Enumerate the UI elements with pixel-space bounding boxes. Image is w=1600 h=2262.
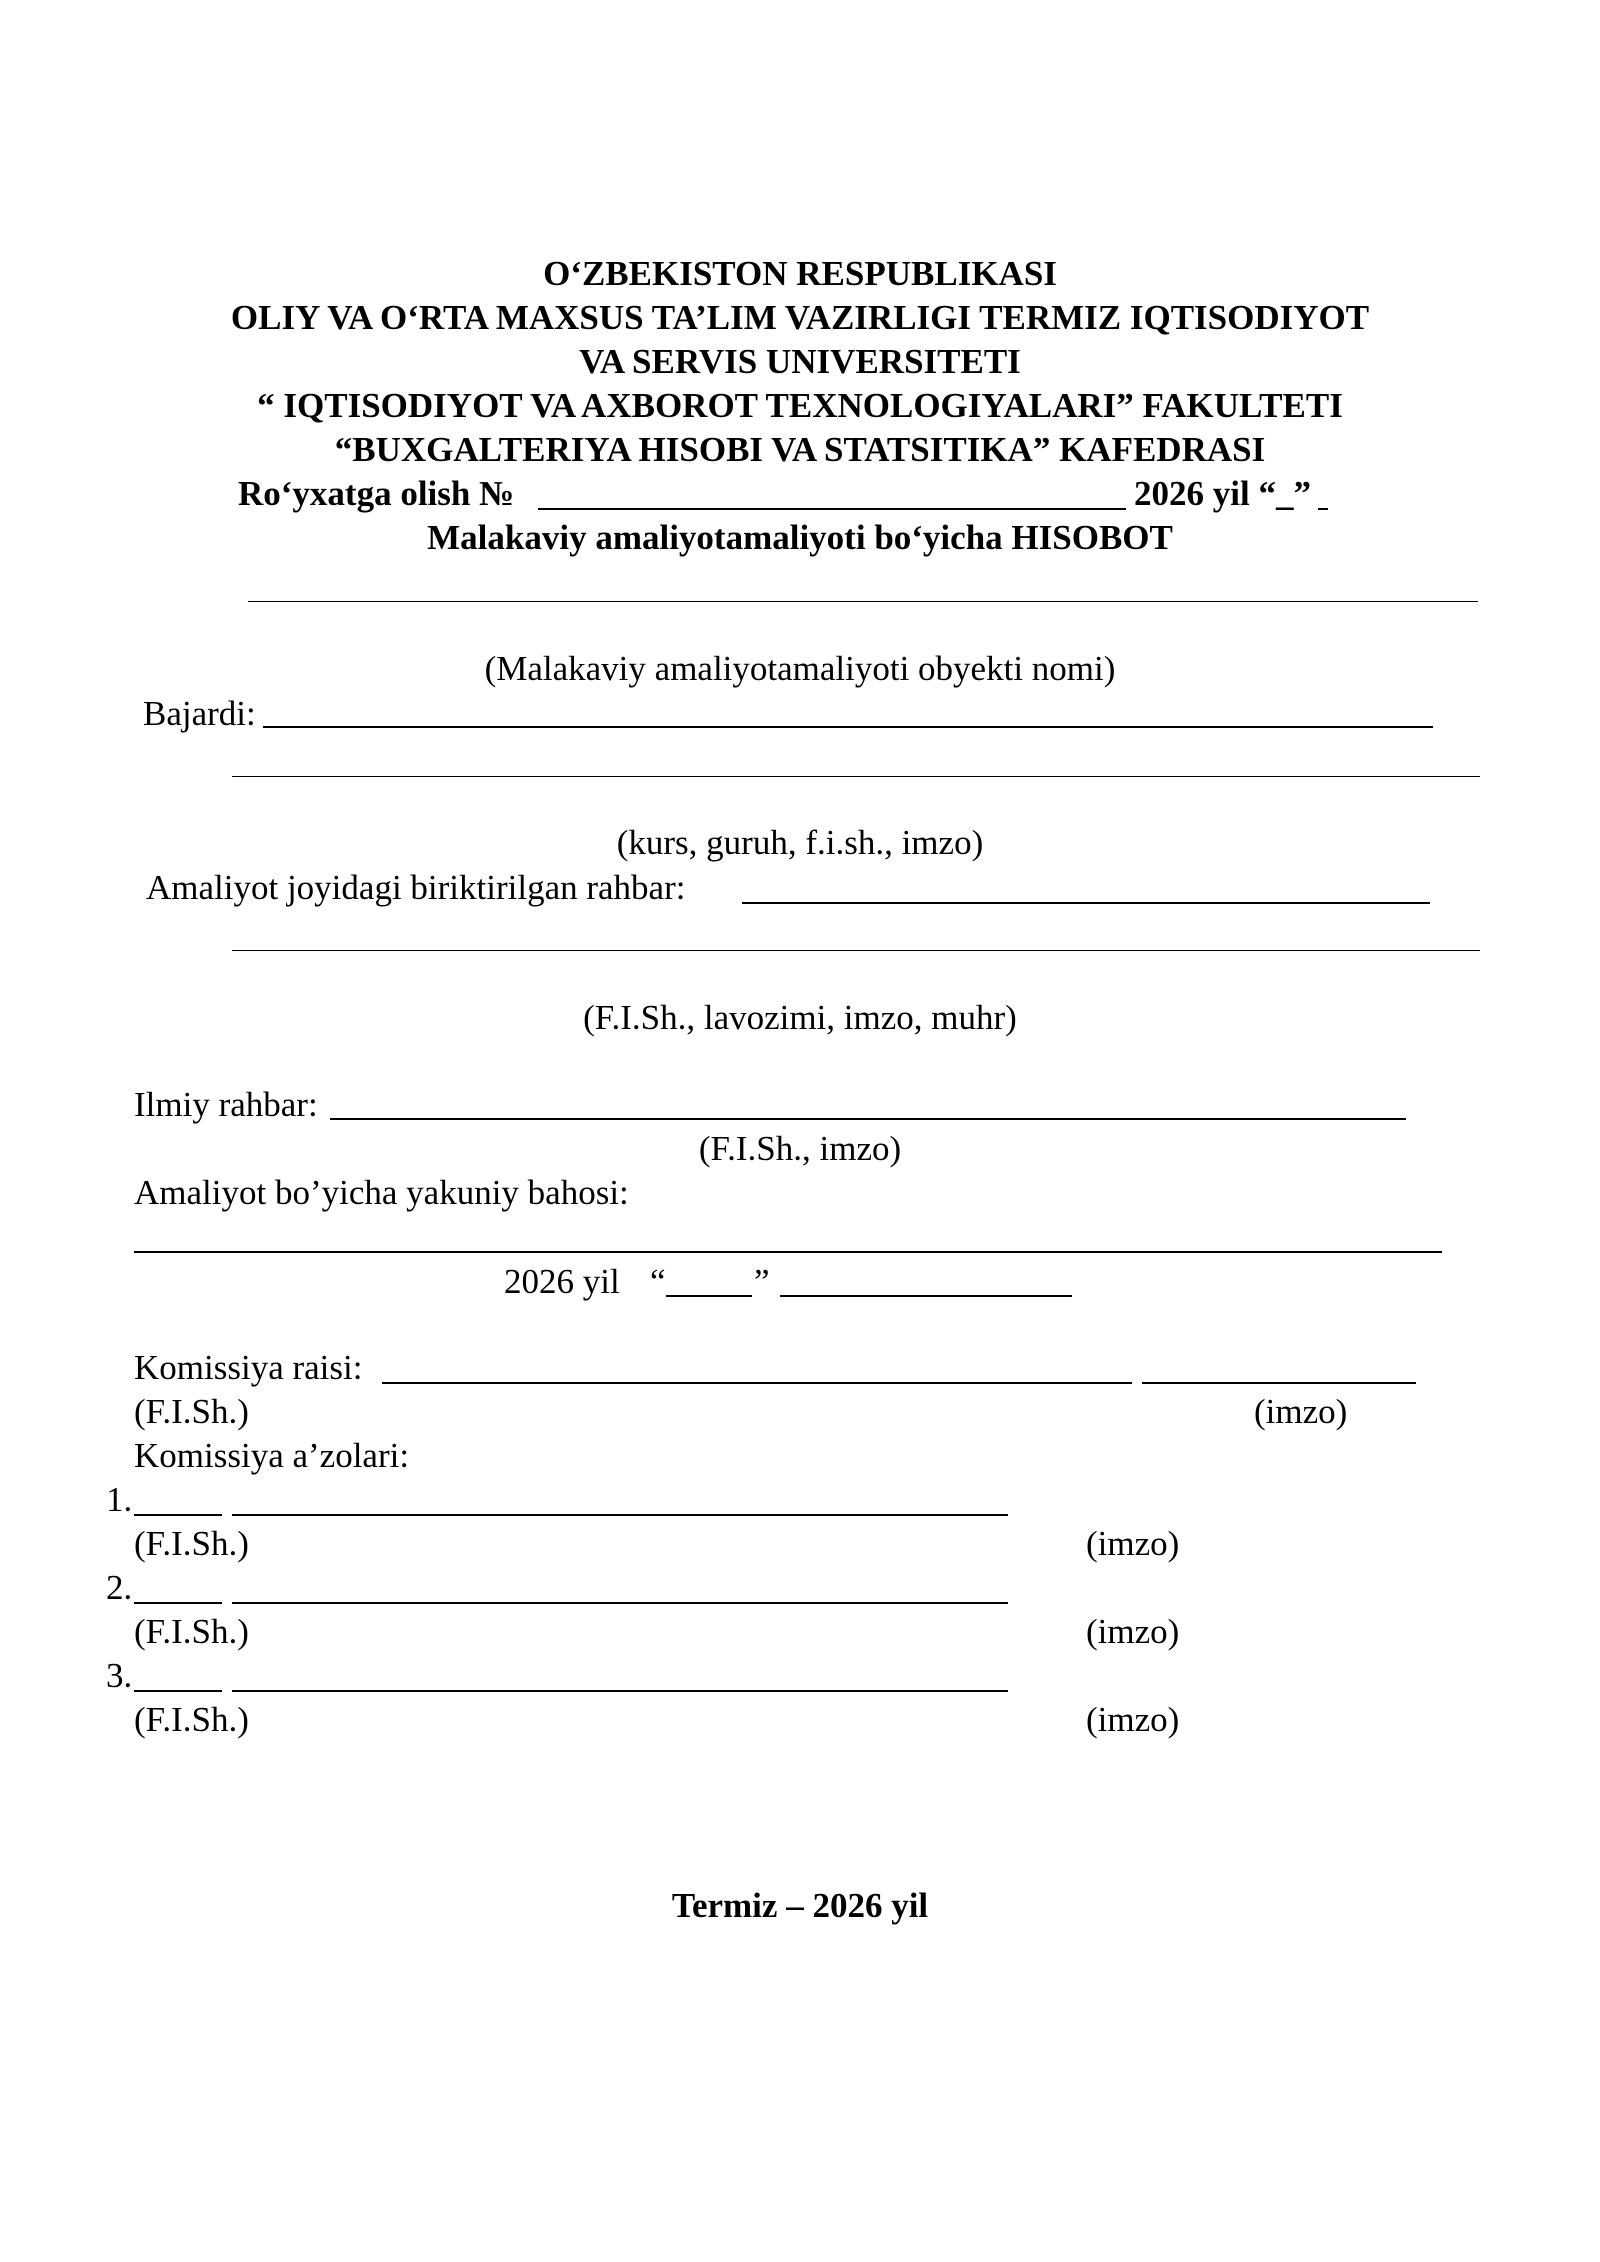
scientific-supervisor-field[interactable] <box>330 1118 1406 1120</box>
registration-row <box>238 472 514 516</box>
member-number: 1. <box>106 1480 133 1519</box>
performer-field-second[interactable] <box>232 776 1480 777</box>
member-sign-caption: (imzo) <box>1086 1612 1180 1651</box>
member-name-field[interactable] <box>232 1602 1008 1604</box>
member-fish-caption: (F.I.Sh.) <box>134 1700 249 1739</box>
grade-date-day-field[interactable] <box>666 1295 752 1297</box>
member-name-field[interactable] <box>232 1690 1008 1692</box>
scientific-supervisor-caption: (F.I.Sh., imzo) <box>698 1129 902 1168</box>
report-title: Malakaviy amaliyotamaliyoti bo‘yicha HISOBOT <box>427 518 1173 557</box>
member-short-field[interactable] <box>134 1602 222 1604</box>
object-name-field[interactable] <box>248 601 1478 602</box>
member-sign-caption: (imzo) <box>1086 1524 1180 1563</box>
commission-chair-sign-caption: (imzo) <box>1254 1392 1348 1431</box>
member-short-field[interactable] <box>134 1514 222 1516</box>
site-supervisor-caption: (F.I.Sh., lavozimi, imzo, muhr) <box>583 998 1017 1037</box>
final-grade-field[interactable] <box>134 1251 1442 1253</box>
grade-date-quote-close: ” <box>754 1262 770 1301</box>
member-short-field[interactable] <box>134 1690 222 1692</box>
member-fish-caption: (F.I.Sh.) <box>134 1612 249 1651</box>
performer-label: Bajardi: <box>143 694 256 733</box>
registration-day-field[interactable] <box>1318 508 1328 510</box>
site-supervisor-label: Amaliyot joyidagi biriktirilgan rahbar: <box>146 868 686 907</box>
registration-number-field[interactable] <box>538 508 1126 510</box>
object-name-caption: (Malakaviy amaliyotamaliyoti obyekti nomi) <box>484 649 1116 688</box>
footer-place-year: Termiz – 2026 yil <box>671 1886 929 1925</box>
commission-chair-fish-caption: (F.I.Sh.) <box>134 1392 249 1431</box>
member-number: 2. <box>106 1568 133 1607</box>
header-department: “BUXGALTERIYA HISOBI VA STATSITIKA” KAFEDRASI <box>334 430 1266 469</box>
commission-chair-sign-field[interactable] <box>1142 1382 1416 1384</box>
commission-chair-name-field[interactable] <box>382 1382 1132 1384</box>
commission-members-label: Komissiya a’zolari: <box>134 1436 410 1475</box>
grade-date-quote-open: “ <box>650 1262 666 1301</box>
member-number: 3. <box>106 1656 133 1695</box>
header-ministry-university: OLIY VA O‘RTA MAXSUS TA’LIM VAZIRLIGI TERMIZ IQTISODIYOT <box>230 298 1370 337</box>
header-university-name: VA SERVIS UNIVERSITETI <box>579 342 1021 381</box>
registration-label: Ro‘yxatga olish № <box>238 474 515 513</box>
header-ministry-country: O‘ZBEKISTON RESPUBLIKASI <box>543 254 1057 293</box>
performer-caption: (kurs, guruh, f.i.sh., imzo) <box>616 823 984 862</box>
member-name-field[interactable] <box>232 1514 1008 1516</box>
member-fish-caption: (F.I.Sh.) <box>134 1524 249 1563</box>
grade-date-month-field[interactable] <box>780 1295 1072 1297</box>
site-supervisor-field-second[interactable] <box>232 950 1480 951</box>
commission-chair-label: Komissiya raisi: <box>134 1348 363 1387</box>
grade-date-year: 2026 yil <box>504 1262 620 1301</box>
scientific-supervisor-label: Ilmiy rahbar: <box>134 1085 318 1124</box>
site-supervisor-field[interactable] <box>742 902 1430 904</box>
member-sign-caption: (imzo) <box>1086 1700 1180 1739</box>
registration-date: 2026 yil “_” <box>1134 474 1311 513</box>
performer-field[interactable] <box>263 726 1433 728</box>
header-faculty: “ IQTISODIYOT VA AXBOROT TEXNOLOGIYALARI” FAKULTETI <box>257 386 1343 425</box>
final-grade-label: Amaliyot bo’yicha yakuniy bahosi: <box>134 1173 629 1212</box>
